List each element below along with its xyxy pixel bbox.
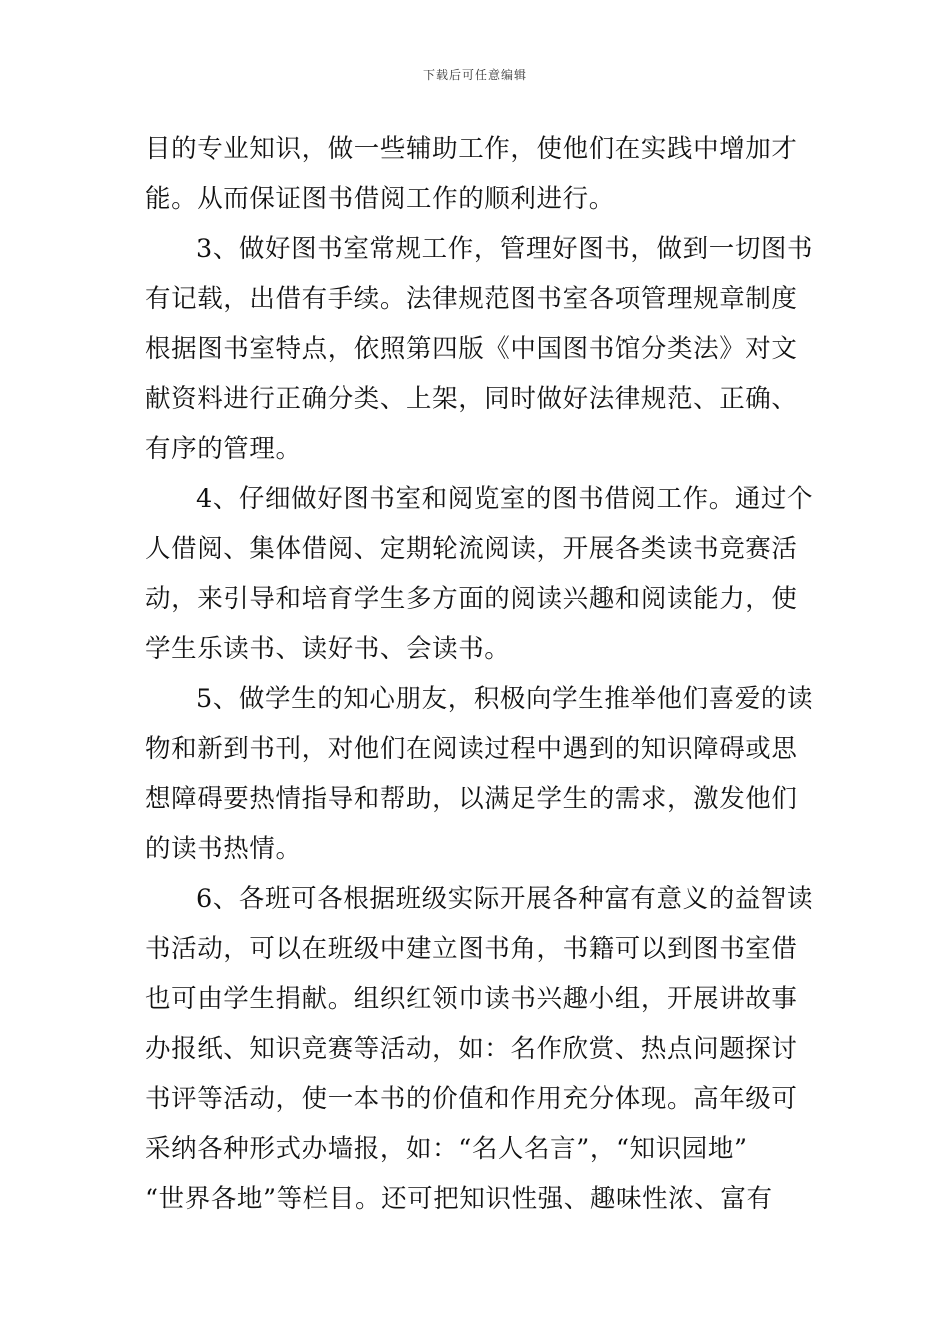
text-line: 想障碍要热情指导和帮助，以满足学生的需求，激发他们	[145, 784, 798, 814]
paragraph-start-line: 4、仔细做好图书室和阅览室的图书借阅工作。通过个	[196, 484, 814, 514]
text-line: 动，来引导和培育学生多方面的阅读兴趣和阅读能力，使	[145, 584, 798, 614]
text-line: 献资料进行正确分类、上架，同时做好法律规范、正确、	[145, 384, 798, 414]
text-line: 目的专业知识，做一些辅助工作，使他们在实践中增加才	[145, 134, 798, 164]
text-line: 根据图书室特点，依照第四版《中国图书馆分类法》对文	[145, 334, 798, 364]
text-line: 也可由学生捐献。组织红领巾读书兴趣小组，开展讲故事	[145, 984, 798, 1014]
text-line: 办报纸、知识竞赛等活动，如：名作欣赏、热点问题探讨	[145, 1034, 798, 1064]
page-header: 下载后可任意编辑	[422, 68, 527, 82]
text-line: 有序的管理。	[145, 434, 302, 464]
text-line: 有记载，出借有手续。法律规范图书室各项管理规章制度	[145, 284, 798, 314]
paragraph-start-line: 3、做好图书室常规工作，管理好图书，做到一切图书	[196, 234, 814, 264]
text-line: 的读书热情。	[145, 834, 302, 864]
paragraph-start-line: 6、各班可各根据班级实际开展各种富有意义的益智读	[196, 884, 814, 914]
paragraph-start-line: 5、做学生的知心朋友，积极向学生推举他们喜爱的读	[196, 684, 814, 714]
text-line: 书活动，可以在班级中建立图书角，书籍可以到图书室借	[145, 934, 798, 964]
text-line: “世界各地”等栏目。还可把知识性强、趣味性浓、富有	[145, 1184, 773, 1214]
text-line: 学生乐读书、读好书、会读书。	[145, 634, 511, 664]
document-body	[145, 124, 814, 1224]
text-line: 人借阅、集体借阅、定期轮流阅读，开展各类读书竞赛活	[145, 534, 798, 564]
text-line: 采纳各种形式办墙报，如：“名人名言”，“知识园地”	[145, 1134, 748, 1164]
text-line: 书评等活动，使一本书的价值和作用充分体现。高年级可	[145, 1084, 798, 1114]
text-line: 物和新到书刊，对他们在阅读过程中遇到的知识障碍或思	[145, 734, 798, 764]
text-line: 能。从而保证图书借阅工作的顺利进行。	[145, 184, 615, 214]
